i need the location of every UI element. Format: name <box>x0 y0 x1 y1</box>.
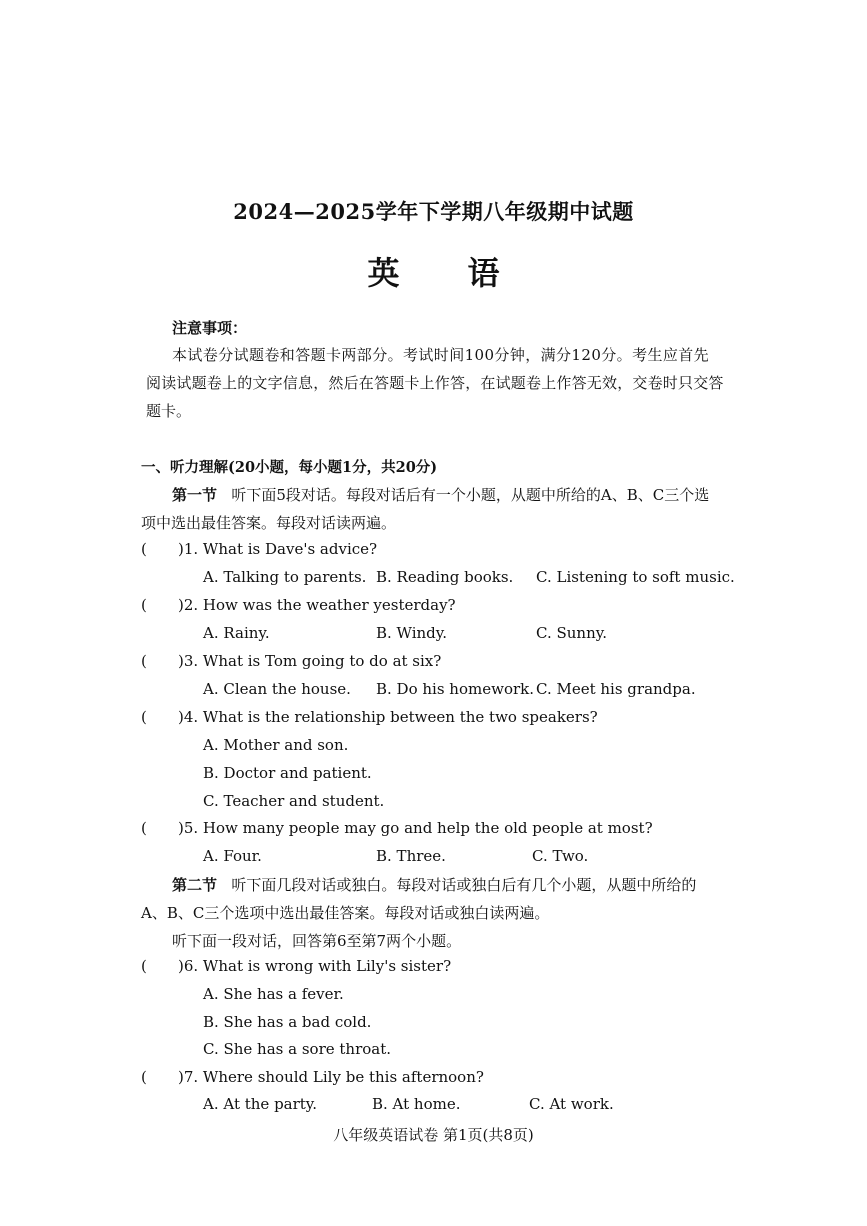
q3-option-c: C. Meet his grandpa. <box>536 680 696 698</box>
answer-paren: ( <box>141 957 147 975</box>
q1-option-a: A. Talking to parents. <box>203 568 367 586</box>
section2-sub-intro: 听下面一段对话，回答第6至第7两个小题。 <box>172 932 462 950</box>
q6-option-a: A. She has a fever. <box>203 985 344 1003</box>
q3-option-b: B. Do his homework. <box>376 680 534 698</box>
q7-option-b: B. At home. <box>372 1095 461 1113</box>
answer-paren: ( <box>141 708 147 726</box>
answer-paren: ( <box>141 652 147 670</box>
q7-option-c: C. At work. <box>529 1095 614 1113</box>
q2-option-b: B. Windy. <box>376 624 448 642</box>
question-3: )3. What is Tom going to do at six? <box>178 652 442 670</box>
q2-option-c: C. Sunny. <box>536 624 607 642</box>
q4-option-a: A. Mother and son. <box>203 736 349 754</box>
question-4: )4. What is the relationship between the two speakers? <box>178 708 598 726</box>
subject-title <box>0 248 867 294</box>
q5-option-a: A. Four. <box>203 847 262 865</box>
notice-line-2: 阅读试题卷上的文字信息，然后在答题卡上作答，在试题卷上作答无效，交卷时只交答 <box>146 374 724 392</box>
q1-option-b: B. Reading books. <box>376 568 514 586</box>
section2-intro-text: 听下面几段对话或独白。每段对话或独白后有几个小题，从题中所给的 <box>231 876 697 894</box>
subject-char-2: 语 <box>467 254 500 292</box>
section1-intro-line2: 项中选出最佳答案。每段对话读两遍。 <box>141 514 397 532</box>
q1-option-c: C. Listening to soft music. <box>536 568 735 586</box>
q5-option-b: B. Three. <box>376 847 446 865</box>
q5-option-c: C. Two. <box>532 847 589 865</box>
q2-option-a: A. Rainy. <box>203 624 270 642</box>
question-5: )5. How many people may go and help the old people at most? <box>178 819 653 837</box>
section2-label: 第二节 <box>172 876 218 894</box>
q4-option-b: B. Doctor and patient. <box>203 764 372 782</box>
q6-option-b: B. She has a bad cold. <box>203 1013 372 1031</box>
part1-heading: 一、听力理解(20小题，每小题1分，共20分) <box>141 459 438 476</box>
notice-line-1: 本试卷分试题卷和答题卡两部分。考试时间100分钟，满分120分。考生应首先 <box>172 346 710 364</box>
question-7: )7. Where should Lily be this afternoon? <box>178 1068 484 1086</box>
section2-intro <box>172 874 696 895</box>
section2-intro-line2: A、B、C三个选项中选出最佳答案。每段对话或独白读两遍。 <box>141 904 550 922</box>
q6-option-c: C. She has a sore throat. <box>203 1040 392 1058</box>
notice-line-3: 题卡。 <box>146 402 192 420</box>
exam-title: 2024—2025学年下学期八年级期中试题 <box>233 199 634 224</box>
section1-intro <box>172 484 709 505</box>
answer-paren: ( <box>141 540 147 558</box>
answer-paren: ( <box>141 819 147 837</box>
page-footer: 八年级英语试卷 第1页(共8页) <box>333 1126 534 1144</box>
q7-option-a: A. At the party. <box>203 1095 318 1113</box>
section1-intro-text: 听下面5段对话。每段对话后有一个小题，从题中所给的A、B、C三个选 <box>231 486 710 504</box>
notice-heading: 注意事项： <box>172 319 248 337</box>
section1-label: 第一节 <box>172 486 218 504</box>
answer-paren: ( <box>141 1068 147 1086</box>
subject-char-1: 英 <box>367 254 400 292</box>
q4-option-c: C. Teacher and student. <box>203 792 385 810</box>
question-6: )6. What is wrong with Lily's sister? <box>178 957 452 975</box>
q3-option-a: A. Clean the house. <box>203 680 351 698</box>
question-2: )2. How was the weather yesterday? <box>178 596 456 614</box>
question-1: )1. What is Dave's advice? <box>178 540 378 558</box>
answer-paren: ( <box>141 596 147 614</box>
